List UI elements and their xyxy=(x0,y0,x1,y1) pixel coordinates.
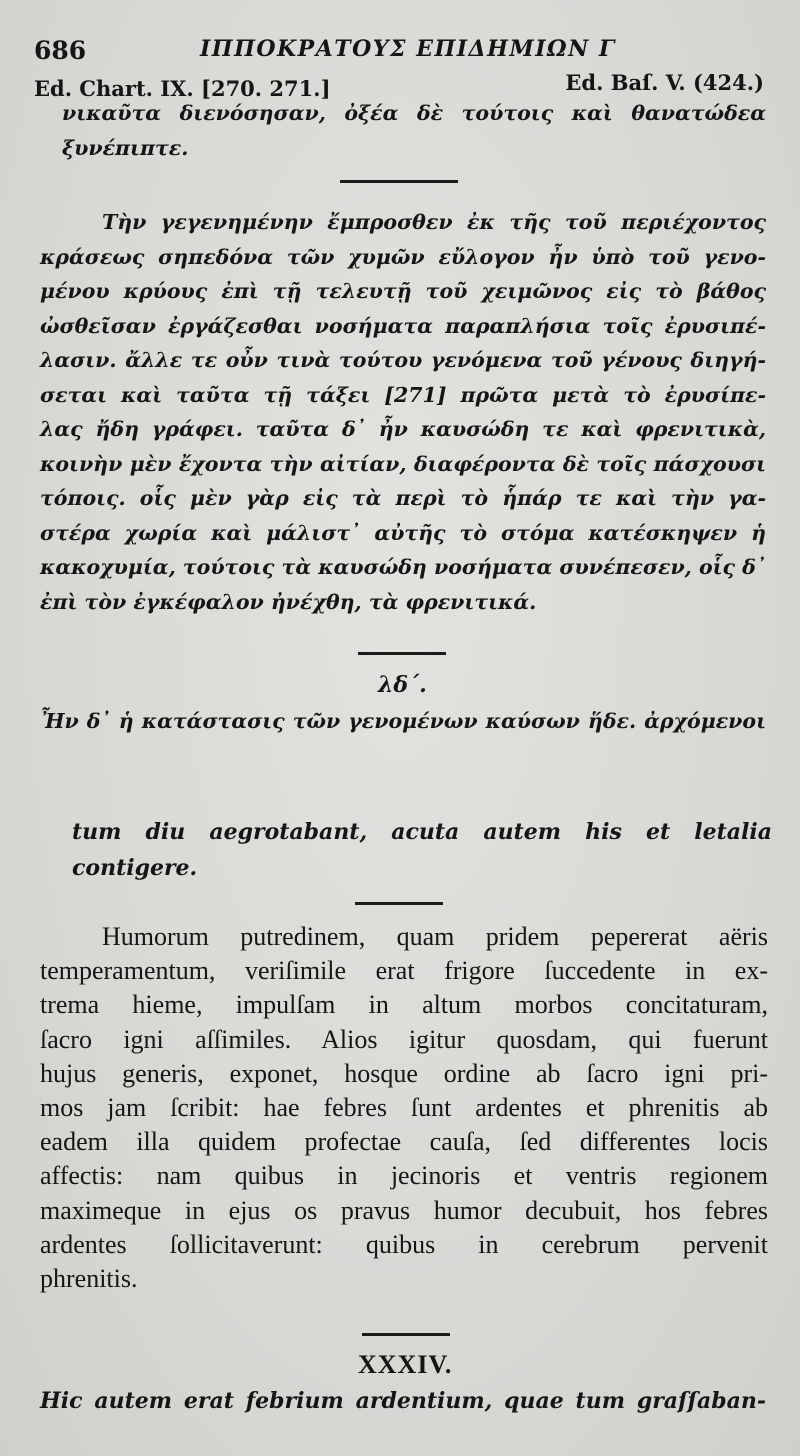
section-divider xyxy=(362,1333,450,1336)
text-line: trema hieme, impulſam in altum morbos concitaturam, xyxy=(40,990,768,1020)
text-line: phrenitis. xyxy=(40,1264,138,1294)
text-line: affectis: nam quibus in jecinoris et ventris regionem xyxy=(40,1161,768,1191)
text-line: ὠσθεῖσαν ἐργάζεσθαι νοσήματα παραπλήσια τοῖς ἐρυσιπέ- xyxy=(40,313,766,338)
text-line: eadem illa quidem profectae cauſa, ſed differentes locis xyxy=(40,1127,768,1157)
text-line: στέρα χωρία καὶ μάλιστ᾽ αὐτῆς τὸ στόμα κατέσκηψεν ἡ xyxy=(40,520,766,545)
section-divider xyxy=(355,902,443,905)
greek-section-text xyxy=(40,704,766,739)
latin-intro-text xyxy=(72,814,772,886)
text-line: κακοχυμία, τούτοις τὰ καυσώδη νοσήματα συνέπεσεν, οἷς δ᾽ xyxy=(40,555,767,579)
latin-commentary-text xyxy=(40,920,768,1296)
text-line: σεται καὶ ταῦτα τῇ τάξει [271] πρῶτα μετὰ τὸ ἐρυσίπε- xyxy=(40,382,766,407)
text-line: hujus generis, exponet, hosque ordine ab ſacro igni pri- xyxy=(40,1058,768,1088)
greek-intro-text xyxy=(62,96,766,165)
text-line: mos jam ſcribit: hae febres ſunt ardentes et phrenitis ab xyxy=(40,1093,768,1123)
text-line: λασιν. ἄλλε τε οὖν τινὰ τούτου γενόμενα τοῦ γένους διηγή- xyxy=(40,348,766,372)
text-line: ardentes ſollicitaverunt: quibus in cerebrum pervenit xyxy=(40,1229,768,1259)
section-divider xyxy=(358,652,446,655)
text-line: ſacro igni aſſimiles. Alios igitur quosdam, qui fuerunt xyxy=(40,1024,768,1054)
section-divider xyxy=(340,180,458,183)
text-line: contigere. xyxy=(72,855,198,881)
text-line: Ἦν δ᾽ ἡ κατάστασις τῶν γενομένων καύσων ἥδε. ἀρχόμενοι xyxy=(40,709,766,733)
text-line: temperamentum, veriſimile erat frigore ſuccedente in ex- xyxy=(40,956,768,986)
text-line: maximeque in ejus os pravus humor decubuit, hos febres xyxy=(40,1195,768,1225)
text-line: λας ἤδη γράφει. ταῦτα δ᾽ ἦν καυσώδη τε καὶ φρενιτικὰ, xyxy=(40,417,766,441)
edition-reference-left: Ed. Chart. IX. [270. 271.] xyxy=(34,76,331,101)
latin-section-number: XXXIV. xyxy=(358,1350,453,1379)
running-title: ΙΠΠΟΚΡΑΤΟΥΣ ΕΠΙΔΗΜΙΩΝ Γ xyxy=(200,36,617,62)
text-line: μένου κρύους ἐπὶ τῇ τελευτῇ τοῦ χειμῶνος εἰς τὸ βάθος xyxy=(40,279,766,303)
text-line: Humorum putredinem, quam pridem pepererat aëris xyxy=(102,922,768,951)
text-line: κράσεως σηπεδόνα τῶν χυμῶν εὔλογον ἦν ὑπὸ τοῦ γενο- xyxy=(40,244,766,269)
greek-commentary-text xyxy=(40,205,766,619)
edition-reference-right: Ed. Baſ. V. (424.) xyxy=(565,70,764,95)
text-line: ἐπὶ τὸν ἐγκέφαλον ἠνέχθη, τὰ φρενιτικά. xyxy=(40,589,537,614)
text-line: κοινὴν μὲν ἔχοντα τὴν αἰτίαν, διαφέροντα δὲ τοῖς πάσχουσι xyxy=(40,451,766,476)
text-line: tum diu aegrotabant, acuta autem his et letalia xyxy=(72,819,772,845)
latin-section-text: Hic autem erat febrium ardentium, quae tum graſſaban- xyxy=(40,1388,766,1414)
greek-section-number: λδ΄. xyxy=(378,672,427,698)
text-line: νικαῦτα διενόσησαν, ὀξέα δὲ τούτοις καὶ θανατώδεα xyxy=(62,101,766,125)
text-line: Τὴν γεγενημένην ἔμπροσθεν ἐκ τῆς τοῦ περιέχοντος xyxy=(102,210,766,234)
text-line: τόποις. οἷς μὲν γὰρ εἰς τὰ περὶ τὸ ἧπάρ τε καὶ τὴν γα- xyxy=(40,486,766,510)
text-line: ξυνέπιπτε. xyxy=(62,135,189,160)
page-number: 686 xyxy=(34,36,87,65)
